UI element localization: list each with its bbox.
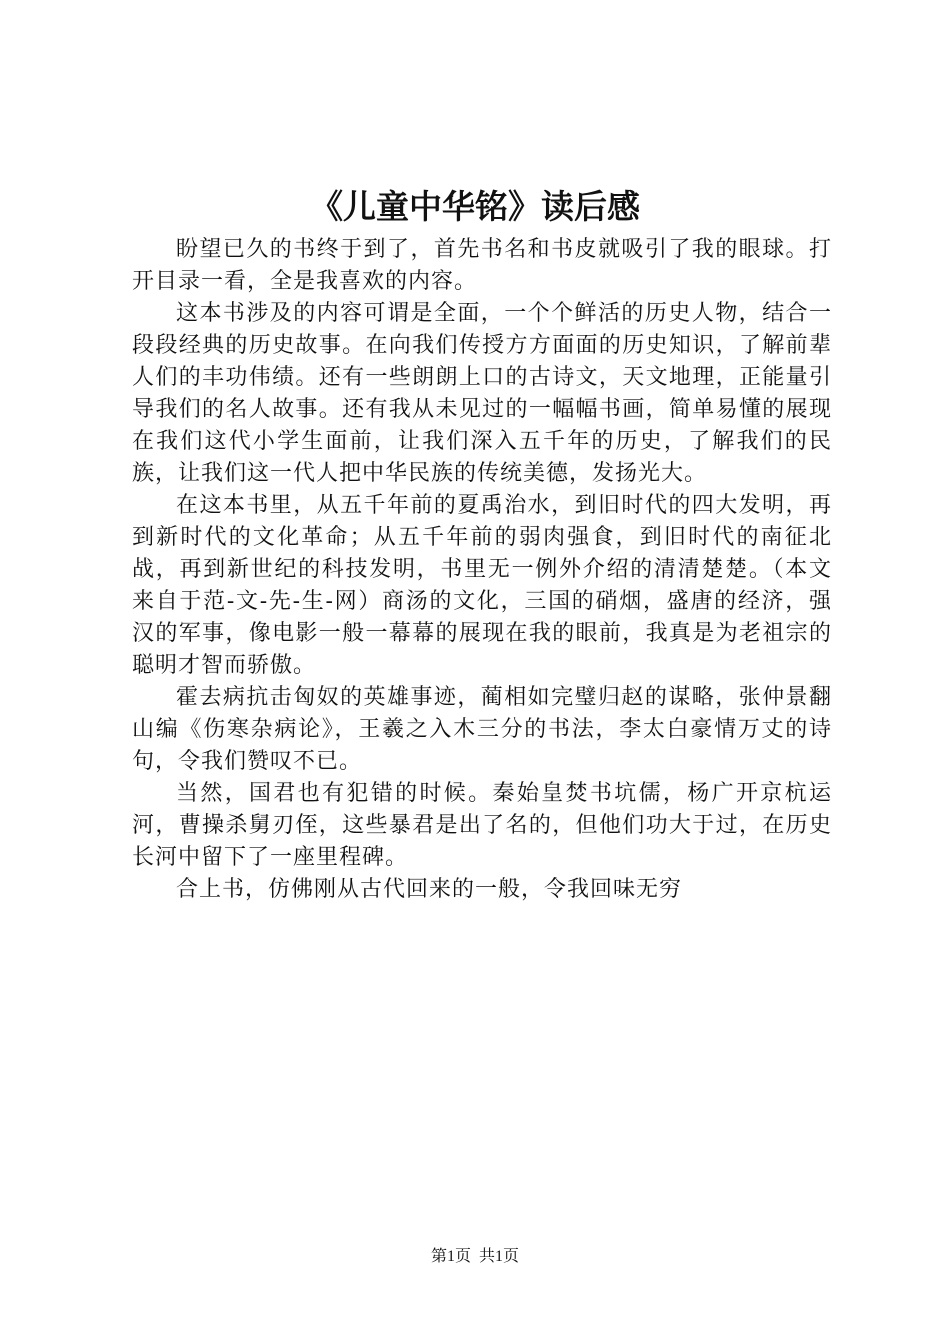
document-body	[132, 234, 832, 906]
paragraph: 合上书，仿佛刚从古代回来的一般，令我回味无穷	[176, 877, 683, 902]
document-title: 《儿童中华铭》读后感	[310, 187, 640, 226]
page-number: 第1页 共1页	[430, 1248, 519, 1265]
paragraph: 在这本书里，从五千年前的夏禹治水，到旧时代的四大发明，再到新时代的文化革命；从五千年前的弱肉强食，到旧时代的南征北战，再到新世纪的科技发明，书里无一例外介绍的清清楚楚。（本文来自于范-文-先-生-网）商汤的文化，三国的硝烟，盛唐的经济，强汉的军事，像电影一般一幕幕的展现在我的眼前，我真是为老祖宗的聪明才智而骄傲。	[132, 493, 832, 678]
paragraph: 霍去病抗击匈奴的英雄事迹，蔺相如完璧归赵的谋略，张仲景翻山编《伤寒杂病论》，王羲之入木三分的书法，李太白豪情万丈的诗句，令我们赞叹不已。	[132, 685, 832, 774]
paragraph: 这本书涉及的内容可谓是全面，一个个鲜活的历史人物，结合一段段经典的历史故事。在向我们传授方方面面的历史知识，了解前辈人们的丰功伟绩。还有一些朗朗上口的古诗文，天文地理，正能量引导我们的名人故事。还有我从未见过的一幅幅书画，简单易懂的展现在我们这代小学生面前，让我们深入五千年的历史，了解我们的民族，让我们这一代人把中华民族的传统美德，发扬光大。	[132, 301, 832, 486]
paragraph: 当然，国君也有犯错的时候。秦始皇焚书坑儒，杨广开京杭运河，曹操杀舅刃侄，这些暴君是出了名的，但他们功大于过，在历史长河中留下了一座里程碑。	[132, 781, 832, 870]
paragraph: 盼望已久的书终于到了，首先书名和书皮就吸引了我的眼球。打开目录一看，全是我喜欢的内容。	[132, 237, 832, 294]
page-footer	[0, 1245, 950, 1269]
